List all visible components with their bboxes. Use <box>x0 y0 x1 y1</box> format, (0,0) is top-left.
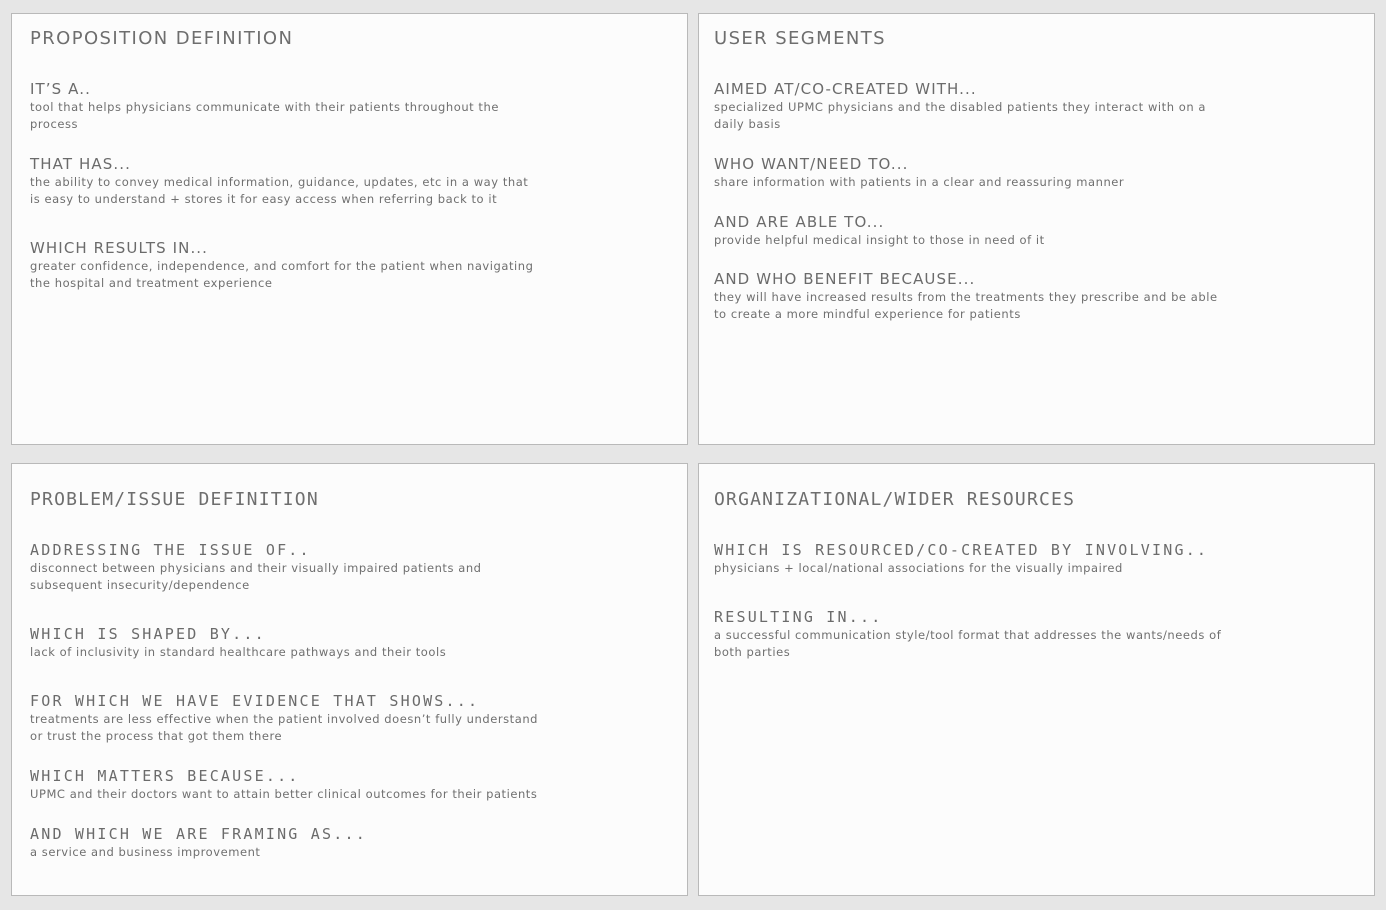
problem-definition-panel <box>11 463 688 896</box>
item-heading: WHO WANT/NEED TO... <box>714 155 909 173</box>
proposition-item-its-a <box>30 80 540 133</box>
item-heading: IT’S A.. <box>30 80 91 98</box>
item-text: a service and business improvement <box>30 845 261 859</box>
item-heading: RESULTING IN... <box>714 608 883 626</box>
panel-title: USER SEGMENTS <box>714 28 886 49</box>
proposition-definition-panel <box>11 13 688 445</box>
item-text: disconnect between physicians and their visually impaired patients and subsequent insecurity/dependence <box>30 561 482 592</box>
user-item-aimed-at <box>714 80 1224 133</box>
item-text: tool that helps physicians communicate with their patients throughout the process <box>30 100 499 131</box>
item-heading: AND WHO BENEFIT BECAUSE... <box>714 270 976 288</box>
problem-item-evidence <box>30 692 540 745</box>
item-heading: AND ARE ABLE TO... <box>714 213 885 231</box>
item-heading: WHICH IS RESOURCED/CO-CREATED BY INVOLVING.. <box>714 541 1209 559</box>
org-item-resourced-by <box>714 541 1224 577</box>
item-heading: WHICH MATTERS BECAUSE... <box>30 767 300 785</box>
panel-title: ORGANIZATIONAL/WIDER RESOURCES <box>714 489 1076 510</box>
item-text: UPMC and their doctors want to attain better clinical outcomes for their patients <box>30 787 538 801</box>
item-heading: FOR WHICH WE HAVE EVIDENCE THAT SHOWS... <box>30 692 480 710</box>
item-text: share information with patients in a clear and reassuring manner <box>714 175 1125 189</box>
item-heading: AIMED AT/CO-CREATED WITH... <box>714 80 977 98</box>
panel-title: PROPOSITION DEFINITION <box>30 28 294 49</box>
user-item-who-want <box>714 155 1224 191</box>
item-heading: AND WHICH WE ARE FRAMING AS... <box>30 825 367 843</box>
item-heading: ADDRESSING THE ISSUE OF.. <box>30 541 311 559</box>
problem-item-framing-as <box>30 825 540 861</box>
org-item-resulting-in <box>714 608 1224 661</box>
item-text: treatments are less effective when the patient involved doesn’t fully understand or trust the process that got them there <box>30 712 539 743</box>
problem-item-matters-because <box>30 767 540 803</box>
item-text: provide helpful medical insight to those in need of it <box>714 233 1045 247</box>
panel-title: PROBLEM/ISSUE DEFINITION <box>30 489 319 510</box>
item-text: greater confidence, independence, and comfort for the patient when navigating the hospital and treatment experience <box>30 259 534 290</box>
item-text: specialized UPMC physicians and the disabled patients they interact with on a daily basis <box>714 100 1206 131</box>
user-item-able-to <box>714 213 1224 249</box>
item-heading: WHICH RESULTS IN... <box>30 239 209 257</box>
proposition-item-that-has <box>30 155 540 208</box>
item-heading: THAT HAS... <box>30 155 131 173</box>
user-segments-panel <box>698 13 1375 445</box>
problem-item-shaped-by <box>30 625 540 661</box>
user-item-benefit-because <box>714 270 1224 323</box>
item-text: the ability to convey medical information, guidance, updates, etc in a way that is easy to understand + stores it for easy access when referring back to it <box>30 175 529 206</box>
item-heading: WHICH IS SHAPED BY... <box>30 625 266 643</box>
item-text: they will have increased results from the treatments they prescribe and be able to create a more mindful experience for patients <box>714 290 1218 321</box>
problem-item-addressing <box>30 541 540 594</box>
item-text: a successful communication style/tool format that addresses the wants/needs of both parties <box>714 628 1222 659</box>
organizational-resources-panel <box>698 463 1375 896</box>
proposition-item-which-results-in <box>30 239 540 292</box>
item-text: lack of inclusivity in standard healthcare pathways and their tools <box>30 645 447 659</box>
item-text: physicians + local/national associations for the visually impaired <box>714 561 1123 575</box>
